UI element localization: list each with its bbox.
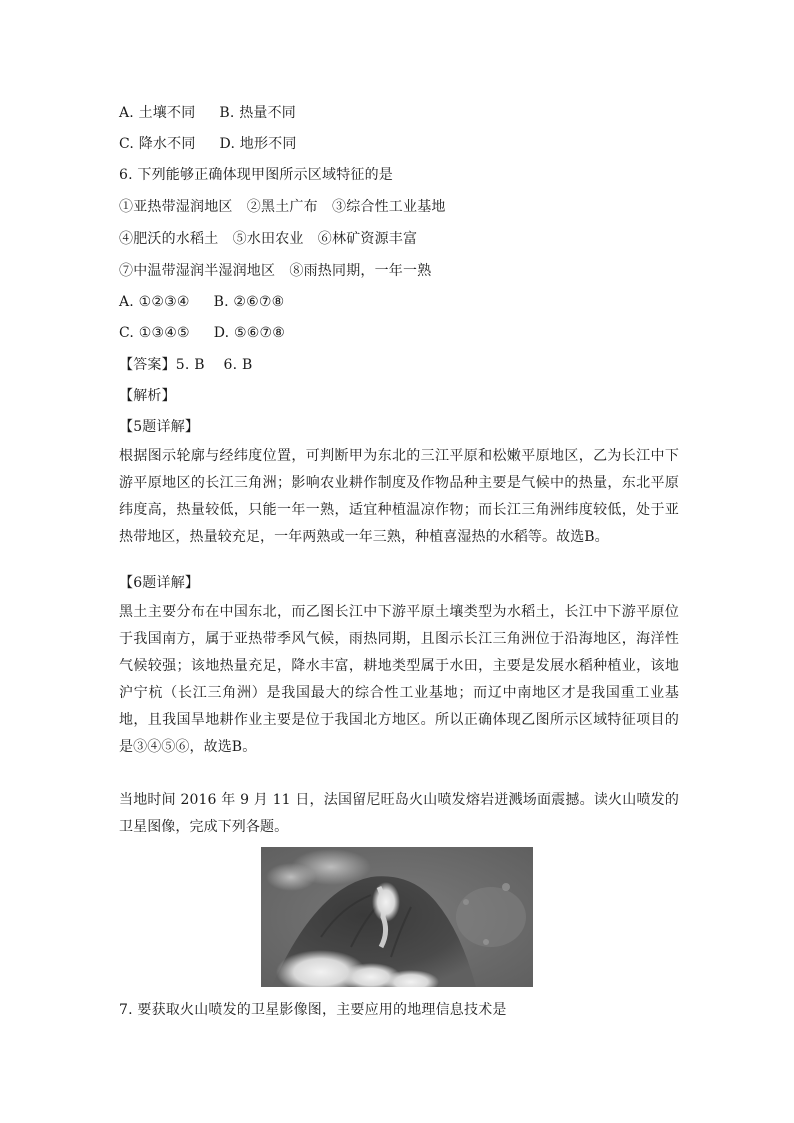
answer-line: 【答案】5. B 6. B — [119, 357, 253, 373]
q5-option-c: C. 降水不同 — [119, 136, 196, 152]
q6-items-row-2: ④肥沃的水稻土 ⑤水田农业 ⑥林矿资源丰富 — [119, 231, 418, 247]
q6-stem: 6. 下列能够正确体现甲图所示区域特征的是 — [119, 167, 394, 183]
q6-option-b: B. ②⑥⑦⑧ — [213, 294, 285, 310]
q5-option-a: A. 土壤不同 — [119, 105, 196, 121]
q6-detail-text: 黑土主要分布在中国东北，而乙图长江中下游平原土壤类型为水稻土，长江中下游平原位于我国南方，属于亚热带季风气候，雨热同期，且图示长江三角洲位于沿海地区，海洋性气候较强；该地热量充足，降水丰富，耕地类型属于水田，主要是发展水稻种植业，该地沪宁杭（长江三角洲）是我国最大的综合性工业基地；而辽中南地区才是我国重工业基地，且我国旱地耕作业主要是位于我国北方地区。所以正确体现乙图所示区域特征项目的是③④⑤⑥，故选B。 — [119, 604, 679, 755]
q6-option-d: D. ⑤⑥⑦⑧ — [213, 325, 285, 341]
q6-items-row-1: ①亚热带湿润地区 ②黑土广布 ③综合性工业基地 — [119, 199, 446, 215]
q5-options-row-2 — [119, 135, 297, 153]
q5-options-row-1 — [119, 104, 296, 122]
q7-stem: 7. 要获取火山喷发的卫星影像图，主要应用的地理信息技术是 — [119, 1002, 507, 1018]
q6-options-row-1 — [119, 293, 284, 311]
q6-items-row-3: ⑦中温带湿润半湿润地区 ⑧雨热同期，一年一熟 — [119, 263, 432, 279]
q6-detail-heading: 【6题详解】 — [119, 575, 200, 591]
q5-detail-text: 根据图示轮廓与经纬度位置，可判断甲为东北的三江平原和松嫩平原地区，乙为长江中下游平原地区的长江三角洲；影响农业耕作制度及作物品种主要是气候中的热量，东北平原纬度高，热量较低，只能一年一熟，适宜种植温凉作物；而长江三角洲纬度较低，处于亚热带地区，热量较充足，一年两熟或一年三熟，种植喜湿热的水稻等。故选B。 — [119, 448, 679, 545]
analysis-heading: 【解析】 — [119, 388, 176, 404]
q6-option-c: C. ①③④⑤ — [119, 325, 190, 341]
q5-option-b: B. 热量不同 — [219, 105, 297, 121]
volcano-satellite-image — [261, 847, 533, 987]
passage-text: 当地时间 2016 年 9 月 11 日，法国留尼旺岛火山喷发熔岩迸溅场面震撼。读火山喷发的卫星图像，完成下列各题。 — [119, 792, 679, 835]
q6-options-row-2 — [119, 324, 285, 342]
q5-option-d: D. 地形不同 — [219, 136, 297, 152]
q5-detail-heading: 【5题详解】 — [119, 419, 200, 435]
q6-option-a: A. ①②③④ — [119, 294, 190, 310]
